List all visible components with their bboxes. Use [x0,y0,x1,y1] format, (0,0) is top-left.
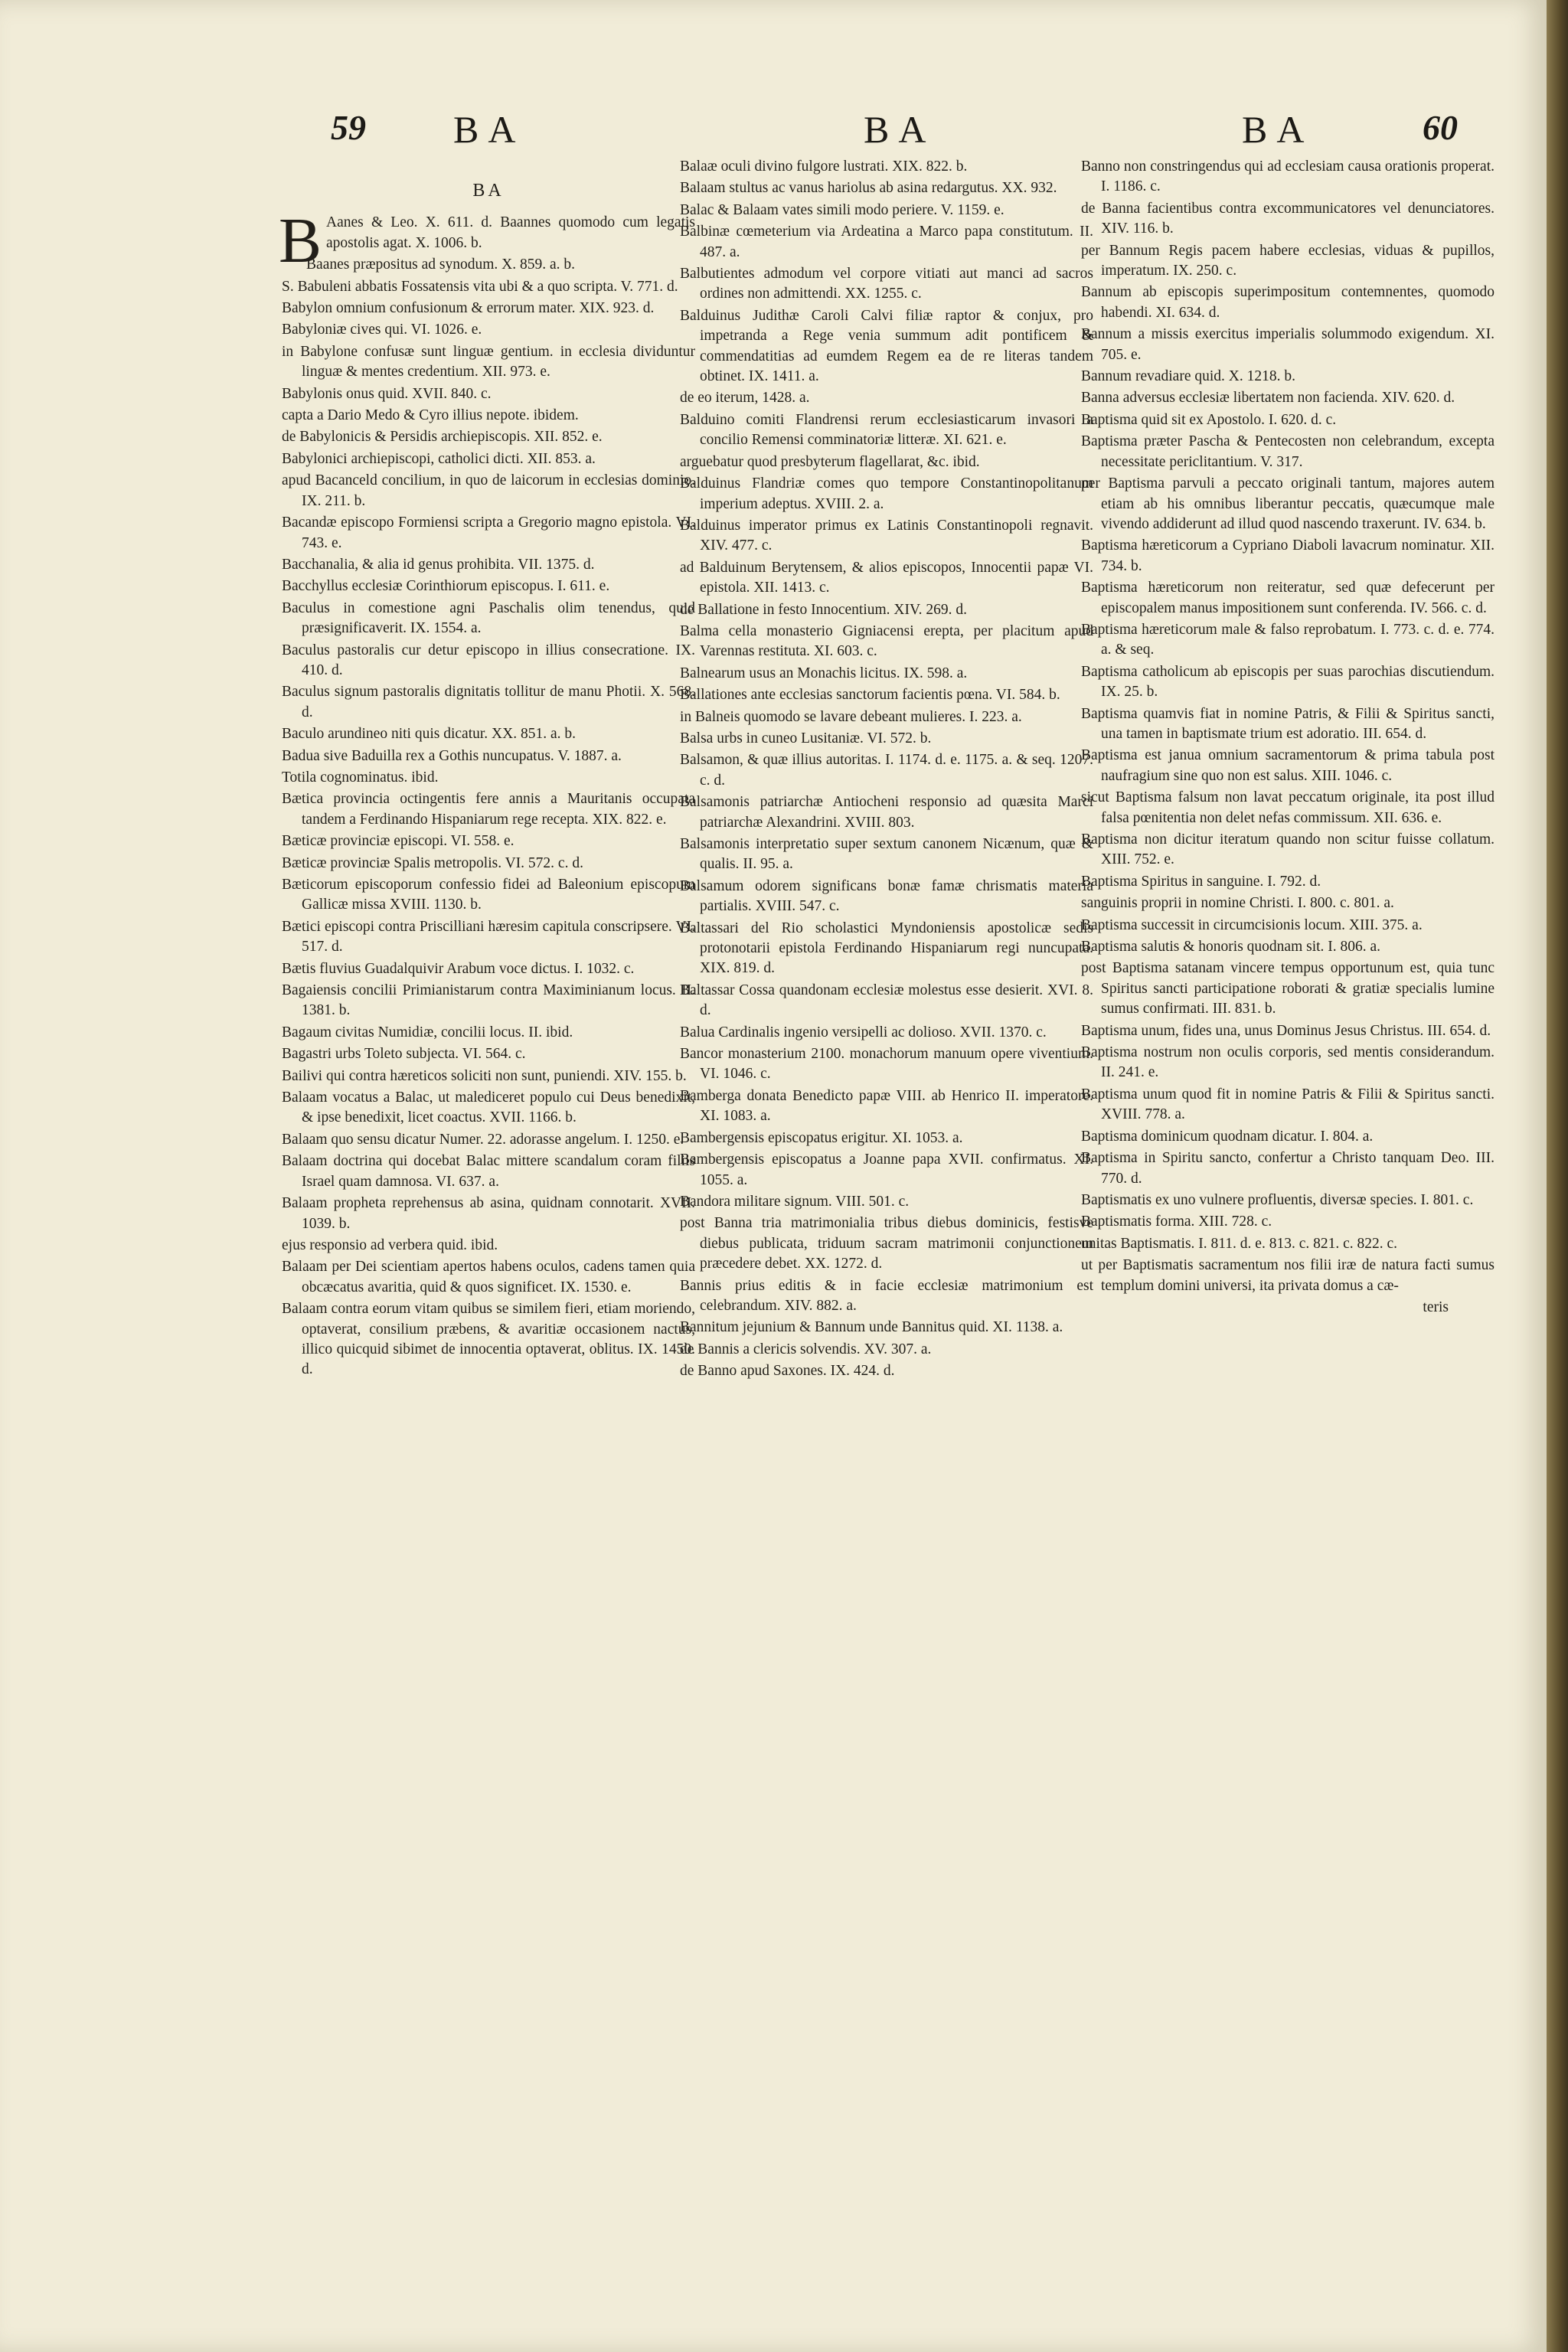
index-entry: Balsamonis patriarchæ Antiocheni responsio ad quæsita Marci patriarchæ Alexandrini. XVIII. 803. [680,794,1093,831]
index-entry: Ballationes ante ecclesias sanctorum facientis pœna. VI. 584. b. [680,687,1060,704]
index-entry: sicut Baptisma falsum non lavat peccatum originale, ita post illud falsa pœnitentia non delet nefas commissum. XII. 636. e. [1081,789,1494,826]
index-entry: Baptisma nostrum non oculis corporis, sed mentis considerandum. II. 241. e. [1081,1044,1494,1081]
index-entry: Balduino comiti Flandrensi rerum ecclesiasticarum invasori a concilio Remensi comminatoriæ litteræ. XI. 621. e. [680,411,1093,449]
index-entry: Bannitum jejunium & Bannum unde Bannitus quid. XI. 1138. a. [680,1319,1063,1336]
index-entry: Baptisma præter Pascha & Pentecosten non celebrandum, excepta necessitate periclitantium. V. 317. [1081,433,1494,470]
index-entry: Baculus signum pastoralis dignitatis tollitur de manu Photii. X. 568. d. [282,684,695,720]
index-entry: Balaam doctrina qui docebat Balac mittere scandalum coram filiis Israel quam damnosa. VI. 637. a. [282,1153,695,1190]
index-entry: Baptisma in Spiritu sancto, confertur a Christo tanquam Deo. III. 770. d. [1081,1150,1494,1187]
index-entry: Baptismatis ex uno vulnere profluentis, diversæ species. I. 801. c. [1081,1191,1474,1208]
index-entry: Bæticæ provinciæ Spalis metropolis. VI. 572. c. d. [282,854,583,871]
index-entry: per Bannum Regis pacem habere ecclesias, viduas & pupillos, imperatum. IX. 250. c. [1081,242,1494,279]
index-entry: Babyloniæ cives qui. VI. 1026. e. [282,322,482,338]
index-entry: Bancor monasterium 2100. monachorum manuum opere viventium. VI. 1046. c. [680,1046,1093,1083]
index-entry: Bamberga donata Benedicto papæ VIII. ab Henrico II. imperatore. XI. 1083. a. [680,1087,1093,1125]
index-column-1 [279,178,695,1382]
index-entry: Babylonici archiepiscopi, catholici dicti. XII. 853. a. [282,450,596,467]
index-entry: Balduinus Flandriæ comes quo tempore Constantinopolitanum imperium adeptus. XVIII. 2. a. [680,475,1093,512]
index-entry: Babylonis onus quid. XVII. 840. c. [282,385,492,402]
index-entry: Baptisma dominicum quodnam dicatur. I. 804. a. [1081,1128,1374,1145]
index-entry: ejus responsio ad verbera quid. ibid. [282,1236,498,1253]
index-entry: Balbutientes admodum vel corpore vitiati aut manci ad sacros ordines non admittendi. XX. 1255. c. [680,266,1093,302]
index-entry: Baptisma catholicum ab episcopis per suas parochias discutiendum. IX. 25. b. [1081,663,1494,701]
index-entry: Bagaiensis concilii Primianistarum contra Maximinianum locus. II. 1381. b. [282,982,695,1019]
index-entry: Bætica provincia octingentis fere annis a Mauritanis occupata tandem a Ferdinando Hispaniarum rege recepta. XIX. 822. e. [282,791,695,828]
index-entry: Babylon omnium confusionum & errorum mater. XIX. 923. d. [282,300,655,317]
index-entry: post Baptisma satanam vincere tempus opportunum est, quia tunc Spiritus sancti participatione roborati & gratiæ specialis lumine sumus confirmati. III. 831. b. [1081,960,1494,1018]
index-entry: apud Bacanceld concilium, in quo de laicorum in ecclesias dominio. IX. 211. b. [282,472,695,509]
index-entry: de eo iterum, 1428. a. [680,390,810,407]
index-entry: S. Babuleni abbatis Fossatensis vita ubi & a quo scripta. V. 771. d. [282,278,678,295]
left-running-title: BA [453,108,525,151]
index-entry: Banno non constringendus qui ad ecclesiam causa orationis properat. I. 1186. c. [1081,158,1494,195]
drop-cap-letter: B [279,205,322,277]
index-entry: Bannum revadiare quid. X. 1218. b. [1081,368,1295,385]
section-heading: BA [472,181,505,201]
index-entry: Bailivi qui contra hæreticos soliciti non sunt, puniendi. XIV. 155. b. [282,1067,687,1084]
index-entry: ut per Baptismatis sacramentum nos filii iræ de natura facti sumus templum domini universi, ita privata domus a cæ- [1081,1257,1494,1294]
index-entry: Balac & Balaam vates simili modo periere. V. 1159. e. [680,201,1004,218]
index-entry: de Banna facientibus contra excommunicatores vel denunciatores. XIV. 116. b. [1081,200,1494,237]
index-entry: Bannum a missis exercitus imperialis solummodo exigendum. XI. 705. e. [1081,326,1494,363]
index-entry: Balaam contra eorum vitam quibus se similem fieri, etiam moriendo, optaverat, consilium præbens, & avaritiæ occasionem nactus, illico quicquid sibimet de innocentia optaverat, oblitus. IX. 1450. d. [282,1301,695,1378]
index-entry: Baculus pastoralis cur detur episcopo in illius consecratione. IX. 410. d. [282,642,695,678]
index-entry: Bandora militare signum. VIII. 501. c. [680,1193,910,1210]
index-entry: de Ballatione in festo Innocentium. XIV. 269. d. [680,601,967,618]
index-entry: Badua sive Baduilla rex a Gothis nuncupatus. V. 1887. a. [282,747,622,764]
index-entry: Baanes præpositus ad synodum. X. 859. a. b. [306,256,576,273]
index-entry: Baltassari del Rio scholastici Myndoniensis apostolicæ sedis protonotarii epistola Ferdinando Hispaniarum regi nuncupata. XIX. 819. d. [680,920,1093,977]
center-running-title: BA [864,108,936,151]
index-entry: Baptismatis forma. XIII. 728. c. [1081,1214,1272,1230]
entry-text: Aanes & Leo. X. 611. d. Baannes quomodo cum legatis apostolis agat. X. 1006. b. [326,214,695,251]
index-entry: Baptisma est janua omnium sacramentorum & prima tabula post naufragium sine quo non est salus. XIII. 1046. c. [1081,747,1494,784]
index-entry: Bannis prius editis & in facie ecclesiæ matrimonium est celebrandum. XIV. 882. a. [680,1277,1093,1314]
right-running-title: BA [1242,108,1314,151]
index-entry: Bæticæ provinciæ episcopi. VI. 558. e. [282,833,514,850]
index-entry: Bacchyllus ecclesiæ Corinthiorum episcopus. I. 611. e. [282,578,610,595]
index-entry: Baculus in comestione agni Paschalis olim tenendus, quid præsignificaverit. IX. 1554. a. [282,599,695,637]
index-entry: Bambergensis episcopatus erigitur. XI. 1053. a. [680,1129,963,1146]
index-entry: unitas Baptismatis. I. 811. d. e. 813. c. 821. c. 822. c. [1081,1235,1398,1252]
index-entry: Balsamon, & quæ illius autoritas. I. 1174. d. e. 1175. a. & seq. 1207. c. d. [680,752,1093,789]
index-entry: Baptisma unum quod fit in nomine Patris & Filii & Spiritus sancti. XVIII. 778. a. [1081,1086,1494,1123]
index-entry: Balma cella monasterio Gigniacensi erepta, per placitum apud Varennas restituta. XI. 603. c. [680,622,1093,660]
index-entry: Balsamum odorem significans bonæ famæ chrismatis materia partialis. XVIII. 547. c. [680,877,1093,915]
index-entry: Bagastri urbs Toleto subjecta. VI. 564. c. [282,1046,526,1063]
index-entry: Bacandæ episcopo Formiensi scripta a Gregorio magno epistola. VI. 743. e. [282,514,695,551]
entry-list [1081,157,1494,1296]
index-entry: Baptisma successit in circumcisionis locum. XIII. 375. a. [1081,916,1423,933]
index-entry: Baptisma quamvis fiat in nomine Patris, & Filii & Spiritus sancti, una tamen in baptismate trium est adoratio. III. 654. d. [1081,705,1494,742]
index-entry: Balaam vocatus a Balac, ut malediceret populo cui Deus benedixit, & ipse benedixit, licet coactus. XVII. 1166. b. [282,1089,695,1126]
index-entry: Bagaum civitas Numidiæ, concilii locus. II. ibid. [282,1024,573,1040]
index-entry: Bæticorum episcoporum confessio fidei ad Baleonium episcopum Gallicæ missa XVIII. 1130. b. [282,877,695,913]
entry-list [680,157,1093,1382]
index-entry: Baptisma non dicitur iteratum quando non scitur fuisse collatum. XIII. 752. e. [1081,831,1494,868]
index-entry: Balaæ oculi divino fulgore lustrati. XIX. 822. b. [680,158,968,175]
index-entry: in Babylone confusæ sunt linguæ gentium. in ecclesia dividuntur linguæ & mentes credentium. XII. 973. e. [282,343,695,381]
index-entry: capta a Dario Medo & Cyro illius nepote. ibidem. [282,407,579,424]
catchword: teris [1423,1298,1449,1315]
index-entry: Totila cognominatus. ibid. [282,769,439,786]
index-entry: Balnearum usus an Monachis licitus. IX. 598. a. [680,665,968,681]
index-entry: ad Balduinum Berytensem, & alios episcopos, Innocentii papæ VI. epistola. XII. 1413. c. [680,559,1093,596]
index-entry: Baptisma quid sit ex Apostolo. I. 620. d. c. [1081,411,1337,428]
index-entry: sanguinis proprii in nomine Christi. I. 800. c. 801. a. [1081,895,1394,912]
index-column-3 [1081,157,1494,1318]
index-entry: Balua Cardinalis ingenio versipelli ac dolioso. XVII. 1370. c. [680,1024,1047,1040]
left-page-number: 59 [331,108,366,147]
index-entry: Balsamonis interpretatio super sextum canonem Nicænum, quæ & qualis. II. 95. a. [680,836,1093,873]
index-entry: Baptisma hæreticorum a Cypriano Diaboli lavacrum nominatur. XII. 734. b. [1081,537,1494,574]
index-entry: Balduinus Judithæ Caroli Calvi filiæ raptor & conjux, pro impetranda a Rege venia summum adit pontificem & commendatitias ad eumdem Regem ea de re literas tandem obtinet. IX. 1411. a. [680,307,1093,385]
index-entry: Balbinæ cœmeterium via Ardeatina a Marco papa constitutum. II. 487. a. [680,224,1093,260]
index-entry: Baptisma unum, fides una, unus Dominus Jesus Christus. III. 654. d. [1081,1022,1491,1039]
index-entry: Balsa urbs in cuneo Lusitaniæ. VI. 572. b. [680,730,932,746]
index-entry: post Banna tria matrimonialia tribus diebus dominicis, festisve diebus publicata, triduum sacram matrimonii conjunctionem præcedere debet. XX. 1272. d. [680,1215,1093,1272]
index-entry: de Babylonicis & Persidis archiepiscopis. XII. 852. e. [282,429,603,446]
index-entry: Balaam per Dei scientiam apertos habens oculos, cadens tamen quia obcæcatus avaritia, quid & quos significet. IX. 1530. e. [282,1259,695,1295]
entry-list [279,205,695,1380]
index-entry: de Bannis a clericis solvendis. XV. 307. a. [680,1341,932,1357]
index-entry: Balaam stultus ac vanus hariolus ab asina redargutus. XX. 932. [680,180,1057,197]
index-entry: Banna adversus ecclesiæ libertatem non facienda. XIV. 620. d. [1081,390,1455,407]
index-entry: Baptisma salutis & honoris quodnam sit. I. 806. a. [1081,939,1381,956]
index-entry: Bannum ab episcopis superimpositum contemnentes, quomodo habendi. XI. 634. d. [1081,284,1494,321]
index-entry: Baptisma hæreticorum non reiteratur, sed quæ defecerunt per episcopalem manus impositionem sunt conferenda. IV. 566. c. d. [1081,580,1494,616]
index-entry: arguebatur quod presbyterum flagellarat, &c. ibid. [680,453,980,470]
index-entry: Bacchanalia, & alia id genus prohibita. VII. 1375. d. [282,556,595,573]
right-page-number: 60 [1423,108,1458,147]
index-entry: de Banno apud Saxones. IX. 424. d. [680,1363,895,1380]
index-entry: Bambergensis episcopatus a Joanne papa XVII. confirmatus. XI. 1055. a. [680,1152,1093,1188]
index-entry: Balaam propheta reprehensus ab asina, quidnam connotarit. XVII. 1039. b. [282,1195,695,1232]
index-entry: in Balneis quomodo se lavare debeant mulieres. I. 223. a. [680,708,1022,725]
index-entry: Baltassar Cossa quandonam ecclesiæ molestus esse desierit. XVI. 8. d. [680,982,1093,1019]
index-column-2 [680,157,1093,1383]
index-entry: Balduinus imperator primus ex Latinis Constantinopoli regnavit. XIV. 477. c. [680,517,1093,554]
index-entry: per Baptisma parvuli a peccato originali tantum, majores autem etiam ab his omnibus liberantur peccatis, quæcumque male vivendo addiderunt ad illud quod nascendo traxerunt. IV. 634. b. [1081,475,1494,532]
index-entry: Baptisma Spiritus in sanguine. I. 792. d. [1081,873,1321,890]
index-entry: Baptisma hæreticorum male & falso reprobatum. I. 773. c. d. e. 774. a. & seq. [1081,621,1494,658]
book-spine-edge [1547,0,1568,2352]
index-entry: Baculo arundineo niti quis dicatur. XX. 851. a. b. [282,726,576,743]
index-entry: Bætis fluvius Guadalquivir Arabum voce dictus. I. 1032. c. [282,960,635,977]
index-entry: Bætici episcopi contra Priscilliani hæresim capitula conscripsere. VI. 517. d. [282,918,695,956]
index-entry: Balaam quo sensu dicatur Numer. 22. adorasse angelum. I. 1250. e. [282,1131,684,1148]
